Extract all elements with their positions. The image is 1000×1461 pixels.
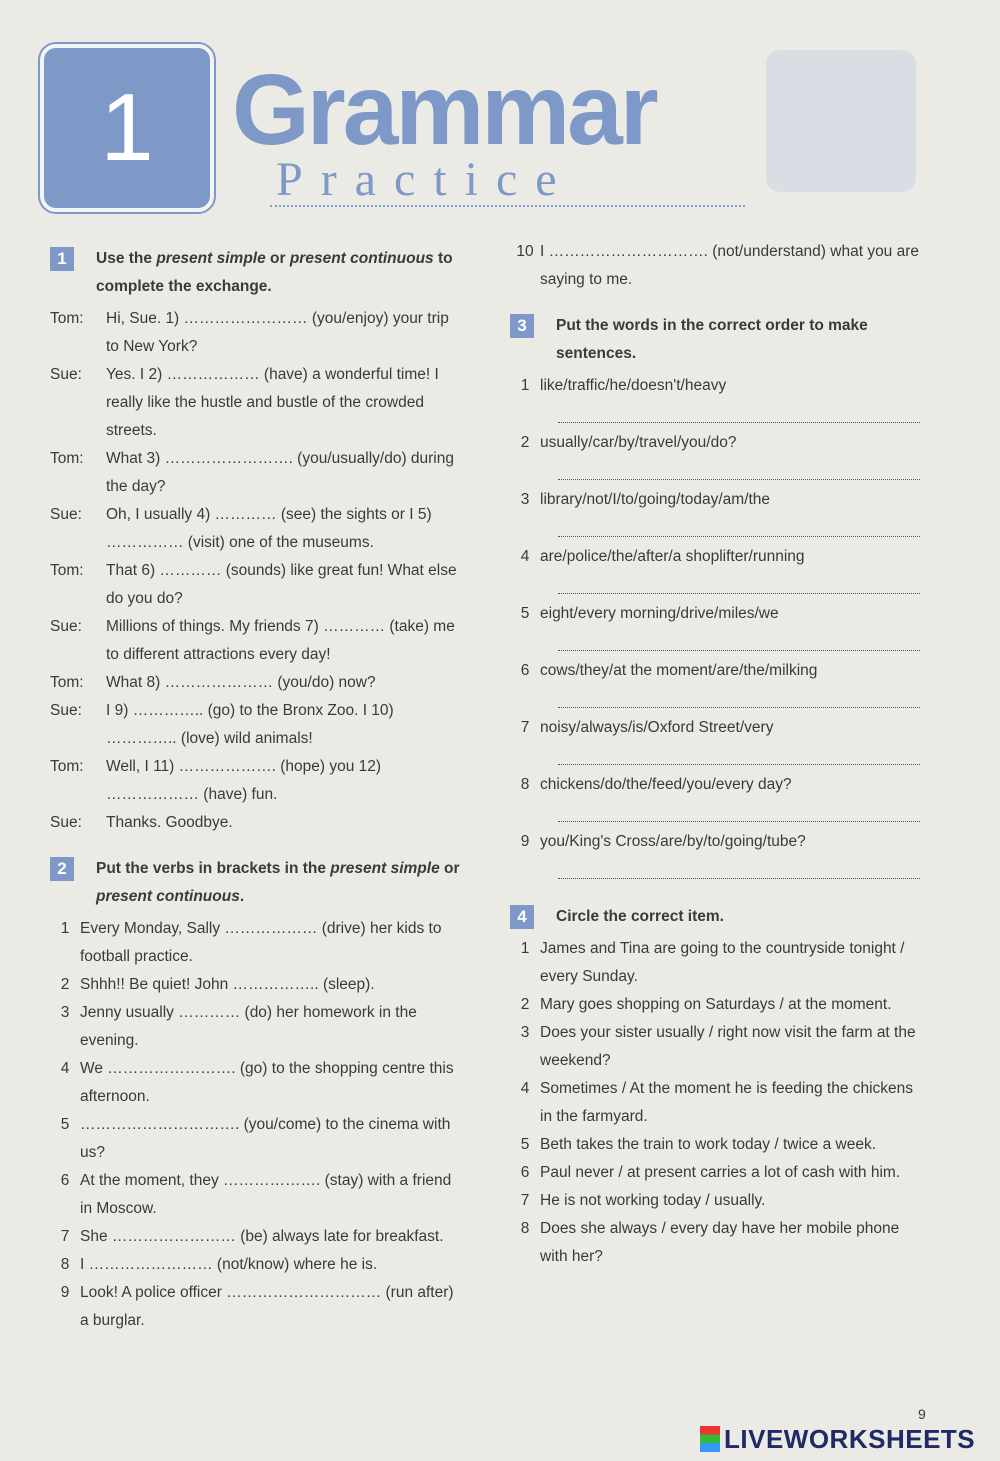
dialogue-line <box>50 557 462 613</box>
exercise-2-header <box>50 855 462 911</box>
item-number: 7 <box>520 1192 530 1209</box>
dialogue-line <box>50 613 462 669</box>
exercise-3-number: 3 <box>510 314 534 338</box>
page-title: Grammar <box>232 54 656 166</box>
exercise-3-instruction: Put the words in the correct order to make sentences. <box>556 317 868 362</box>
item-number: 7 <box>60 1228 70 1245</box>
exercise-4-number: 4 <box>510 905 534 929</box>
item-number: 1 <box>520 940 530 957</box>
item-number: 7 <box>520 719 530 736</box>
item-text[interactable]: James and Tina are going to the countryside tonight / every Sunday. <box>540 940 905 985</box>
item-number: 4 <box>520 548 530 565</box>
footer-brand: LIVEWORKSHEETS <box>700 1424 975 1455</box>
answer-line[interactable] <box>558 457 920 480</box>
dialogue-speaker: Sue: <box>50 702 82 719</box>
item-number: 6 <box>520 1164 530 1181</box>
dialogue-text[interactable]: I 9) ………….. (go) to the Bronx Zoo. I 10) ………….. (love) wild animals! <box>106 702 394 747</box>
item-number: 2 <box>520 434 530 451</box>
answer-line[interactable] <box>558 514 920 537</box>
exercise-4-items <box>510 935 920 1271</box>
item-number: 8 <box>520 1220 530 1237</box>
item-text[interactable]: Every Monday, Sally ……………… (drive) her kids to football practice. <box>80 920 442 965</box>
list-item <box>510 238 920 294</box>
dialogue-text[interactable]: That 6) ………… (sounds) like great fun! What else do you do? <box>106 562 457 607</box>
dialogue-line <box>50 305 462 361</box>
dialogue-text[interactable]: What 3) ……………………. (you/usually/do) during the day? <box>106 450 454 495</box>
list-item <box>510 935 920 991</box>
item-text[interactable]: …………………………. (you/come) to the cinema with us? <box>80 1116 451 1161</box>
item-text[interactable]: Does she always / every day have her mobile phone with her? <box>540 1220 900 1265</box>
exercise-1-instruction: Use the present simple or present continuous to complete the exchange. <box>96 250 453 295</box>
item-text[interactable]: Look! A police officer ………………………… (run after) a burglar. <box>80 1284 454 1329</box>
item-number: 8 <box>520 776 530 793</box>
dialogue-line <box>50 669 462 697</box>
page-subtitle: Practice <box>276 153 575 206</box>
item-number: 2 <box>60 976 70 993</box>
left-column <box>50 245 462 1335</box>
item-number: 6 <box>60 1172 70 1189</box>
dialogue-line <box>50 445 462 501</box>
dialogue-text[interactable]: What 8) ………………… (you/do) now? <box>106 674 376 691</box>
item-number: 9 <box>520 833 530 850</box>
item-text[interactable]: She …………………… (be) always late for breakfast. <box>80 1228 444 1245</box>
exercise-3-items <box>510 372 920 879</box>
exercise-4-header <box>510 903 920 931</box>
dialogue-line <box>50 361 462 445</box>
item-text[interactable]: usually/car/by/travel/you/do? <box>540 434 737 451</box>
dialogue-speaker: Tom: <box>50 450 84 467</box>
item-text[interactable]: Beth takes the train to work today / twice a week. <box>540 1136 876 1153</box>
list-item <box>510 1187 920 1215</box>
item-number: 5 <box>60 1116 70 1133</box>
list-item <box>510 1159 920 1187</box>
dialogue-speaker: Sue: <box>50 366 82 383</box>
exercise-2-items <box>50 915 462 1335</box>
item-number: 6 <box>520 662 530 679</box>
exercise-3-header <box>510 312 920 368</box>
item-number: 4 <box>520 1080 530 1097</box>
list-item <box>50 915 462 971</box>
list-item <box>50 1167 462 1223</box>
liveworksheets-logo-icon <box>700 1426 720 1452</box>
dialogue-speaker: Tom: <box>50 674 84 691</box>
item-text[interactable]: Paul never / at present carries a lot of cash with him. <box>540 1164 901 1181</box>
dialogue-speaker: Tom: <box>50 562 84 579</box>
list-item <box>50 971 462 999</box>
answer-line[interactable] <box>558 856 920 879</box>
item-number: 3 <box>60 1004 70 1021</box>
dialogue-speaker: Tom: <box>50 758 84 775</box>
dialogue-line <box>50 809 462 837</box>
list-item <box>510 543 920 571</box>
item-number: 8 <box>60 1256 70 1273</box>
list-item <box>50 1279 462 1335</box>
answer-line[interactable] <box>558 400 920 423</box>
item-number: 2 <box>520 996 530 1013</box>
item-number: 1 <box>520 377 530 394</box>
list-item <box>510 1215 920 1271</box>
list-item <box>50 1223 462 1251</box>
dialogue-speaker: Sue: <box>50 618 82 635</box>
item-number: 1 <box>60 920 70 937</box>
dialogue-text[interactable]: Hi, Sue. 1) …………………… (you/enjoy) your trip to New York? <box>106 310 449 355</box>
item-text[interactable]: noisy/always/is/Oxford Street/very <box>540 719 774 736</box>
item-text[interactable]: Sometimes / At the moment he is feeding the chickens in the farmyard. <box>540 1080 914 1125</box>
item-number: 4 <box>60 1060 70 1077</box>
item-text[interactable]: eight/every morning/drive/miles/we <box>540 605 779 622</box>
list-item <box>50 1111 462 1167</box>
list-item <box>510 828 920 856</box>
list-item <box>510 1075 920 1131</box>
exercise-1-header <box>50 245 462 301</box>
dialogue-speaker: Sue: <box>50 814 82 831</box>
item-number: 10 <box>516 243 534 260</box>
item-text[interactable]: I …………………………. (not/understand) what you are saying to me. <box>540 243 920 288</box>
dialogue-line <box>50 501 462 557</box>
right-column <box>510 238 920 1271</box>
list-item <box>50 999 462 1055</box>
item-number: 5 <box>520 1136 530 1153</box>
exercise-2-instruction: Put the verbs in brackets in the present simple or present continuous. <box>96 860 460 905</box>
item-text[interactable]: I …………………… (not/know) where he is. <box>80 1256 378 1273</box>
item-text[interactable]: are/police/the/after/a shoplifter/running <box>540 548 805 565</box>
item-text[interactable]: He is not working today / usually. <box>540 1192 766 1209</box>
item-text[interactable]: Mary goes shopping on Saturdays / at the moment. <box>540 996 892 1013</box>
exercise-2-number: 2 <box>50 857 74 881</box>
answer-line[interactable] <box>558 685 920 708</box>
dialogue-text[interactable]: Well, I 11) ………………. (hope) you 12) ……………… (have) fun. <box>106 758 382 803</box>
item-text[interactable]: you/King's Cross/are/by/to/going/tube? <box>540 833 806 850</box>
list-item <box>510 429 920 457</box>
list-item <box>510 771 920 799</box>
answer-line[interactable] <box>558 571 920 594</box>
answer-line[interactable] <box>558 628 920 651</box>
dialogue-speaker: Tom: <box>50 310 84 327</box>
item-text[interactable]: We ……………………. (go) to the shopping centre this afternoon. <box>80 1060 454 1105</box>
dialogue-line <box>50 753 462 809</box>
item-text[interactable]: Shhh!! Be quiet! John …………….. (sleep). <box>80 976 375 993</box>
item-text[interactable]: cows/they/at the moment/are/the/milking <box>540 662 818 679</box>
item-text[interactable]: chickens/do/the/feed/you/every day? <box>540 776 792 793</box>
list-item <box>510 714 920 742</box>
item-number: 5 <box>520 605 530 622</box>
page-number: 9 <box>918 1406 926 1422</box>
dialogue-speaker: Sue: <box>50 506 82 523</box>
list-item <box>510 991 920 1019</box>
exercise-1-number: 1 <box>50 247 74 271</box>
dialogue-text[interactable]: Yes. I 2) ……………… (have) a wonderful time! I really like the hustle and bustle of the crowded streets. <box>106 366 439 439</box>
item-number: 3 <box>520 491 530 508</box>
dialogue-line <box>50 697 462 753</box>
exercise-4-instruction: Circle the correct item. <box>556 908 724 925</box>
list-item <box>510 372 920 400</box>
item-number: 9 <box>60 1284 70 1301</box>
exercise-1-dialogue <box>50 305 462 837</box>
item-text[interactable]: At the moment, they ………………. (stay) with a friend in Moscow. <box>80 1172 452 1217</box>
item-text[interactable]: Does your sister usually / right now visit the farm at the weekend? <box>540 1024 916 1069</box>
unit-number-badge: 1 <box>40 44 214 212</box>
list-item <box>510 1019 920 1075</box>
dialogue-text[interactable]: Thanks. Goodbye. <box>106 814 233 831</box>
list-item <box>510 657 920 685</box>
item-text[interactable]: Jenny usually ………… (do) her homework in the evening. <box>80 1004 417 1049</box>
dialogue-text[interactable]: Oh, I usually 4) ………… (see) the sights or I 5) …………… (visit) one of the museums. <box>106 506 432 551</box>
answer-line[interactable] <box>558 799 920 822</box>
item-number: 3 <box>520 1024 530 1041</box>
list-item <box>510 600 920 628</box>
exercise-2-items-continued <box>510 238 920 294</box>
title-divider <box>270 205 745 207</box>
item-text[interactable]: like/traffic/he/doesn't/heavy <box>540 377 727 394</box>
answer-line[interactable] <box>558 742 920 765</box>
dialogue-text[interactable]: Millions of things. My friends 7) ………… (take) me to different attractions every day! <box>106 618 455 663</box>
list-item <box>510 1131 920 1159</box>
list-item <box>50 1251 462 1279</box>
list-item <box>510 486 920 514</box>
decorative-ghost-box <box>766 50 916 192</box>
item-text[interactable]: library/not/I/to/going/today/am/the <box>540 491 771 508</box>
list-item <box>50 1055 462 1111</box>
